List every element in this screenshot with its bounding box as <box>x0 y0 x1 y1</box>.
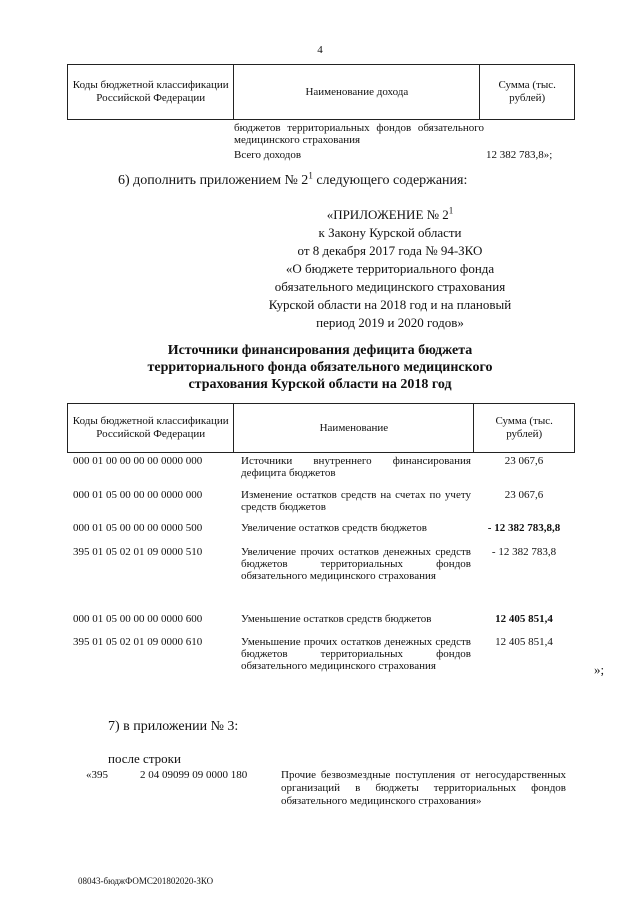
row-name: Увеличение остатков средств бюджетов <box>241 522 427 534</box>
row-name: Уменьшение прочих остатков денежных средств бюджетов территориальных фондов обязательного медицинского страхования <box>241 636 471 672</box>
row-name: Источники внутреннего финансирования дефицита бюджетов <box>241 455 471 479</box>
paragraph-6 <box>118 170 468 189</box>
sources-table-header <box>67 403 575 453</box>
appendix-line: «О бюджете территориального фонда <box>285 261 495 276</box>
row-code: 395 01 05 02 01 09 0000 510 <box>73 546 203 558</box>
appendix-line-1: «ПРИЛОЖЕНИЕ № $2^1$ <box>326 205 454 222</box>
header-codes: Коды бюджетной классификации Российской Федерации <box>68 404 234 453</box>
row-name: Увеличение прочих остатков денежных средств бюджетов территориальных фондов обязательного медицинского страхования <box>241 546 471 582</box>
income-total-value: 12 382 783,8»; <box>486 149 553 161</box>
header-codes: Коды бюджетной классификации Российской Федерации <box>68 65 234 120</box>
appendix-heading <box>240 206 540 332</box>
appendix-line: от 8 декабря 2017 года № 94-ЗКО <box>297 243 483 258</box>
document-title <box>92 342 548 393</box>
row-code: 000 01 05 00 00 00 0000 500 <box>73 522 203 534</box>
row-code: 000 01 00 00 00 00 0000 000 <box>73 455 203 467</box>
income-continuation-name: бюджетов территориальных фондов обязательного медицинского страхования <box>234 122 484 146</box>
row-amount: 23 067,6 <box>504 455 544 467</box>
title-line: территориального фонда обязательного медицинского <box>147 360 493 375</box>
line-395-name: Прочие безвозмездные поступления от негосударственных организаций в бюджеты территориальных фондов обязательного медицинского страхования» <box>281 769 566 807</box>
appendix-line: к Закону Курской области <box>318 225 462 240</box>
row-code: 395 01 05 02 01 09 0000 610 <box>73 636 203 648</box>
line-395-prefix: «395 <box>86 769 108 781</box>
title-line: страхования Курской области на 2018 год <box>188 377 452 392</box>
after-line-label: после строки <box>108 751 181 766</box>
row-amount: - 12 382 783,8,8 <box>487 522 561 534</box>
footer-doc-id: 08043-бюджФОМС201802020-ЗКО <box>78 876 214 886</box>
paragraph-6-sup: 1 <box>308 170 313 181</box>
row-amount: 23 067,6 <box>504 489 544 501</box>
row-name: Уменьшение остатков средств бюджетов <box>241 613 432 625</box>
row-amount: 12 405 851,4 <box>495 613 553 625</box>
paragraph-6-text-after: следующего содержания: <box>312 173 468 188</box>
appendix-line: период 2019 и 2020 годов» <box>316 315 464 330</box>
appendix-line: Курской области на 2018 год и на плановый <box>268 297 512 312</box>
row-amount: 12 405 851,4 <box>495 636 553 648</box>
paragraph-6-text: 6) дополнить приложением № 2 <box>118 173 309 188</box>
appendix-line: обязательного медицинского страхования <box>274 279 506 294</box>
header-amount: Сумма (тыс. рублей) <box>480 65 575 120</box>
income-total-label: Всего доходов <box>234 149 302 161</box>
page-number: 4 <box>317 44 323 56</box>
row-name: Изменение остатков средств на счетах по учету средств бюджетов <box>241 489 471 513</box>
header-income-name: Наименование дохода <box>234 65 480 120</box>
title-line: Источники финансирования дефицита бюджета <box>167 343 473 358</box>
header-amount: Сумма (тыс. рублей) <box>474 404 575 453</box>
income-table-header <box>67 64 575 120</box>
line-395-code: 2 04 09099 09 0000 180 <box>140 769 248 781</box>
paragraph-7: 7) в приложении № 3: <box>108 719 239 734</box>
row-amount: - 12 382 783,8 <box>491 546 557 558</box>
table-end-mark: »; <box>594 662 605 677</box>
header-name: Наименование <box>234 404 474 453</box>
row-code: 000 01 05 00 00 00 0000 600 <box>73 613 203 625</box>
row-code: 000 01 05 00 00 00 0000 000 <box>73 489 203 501</box>
